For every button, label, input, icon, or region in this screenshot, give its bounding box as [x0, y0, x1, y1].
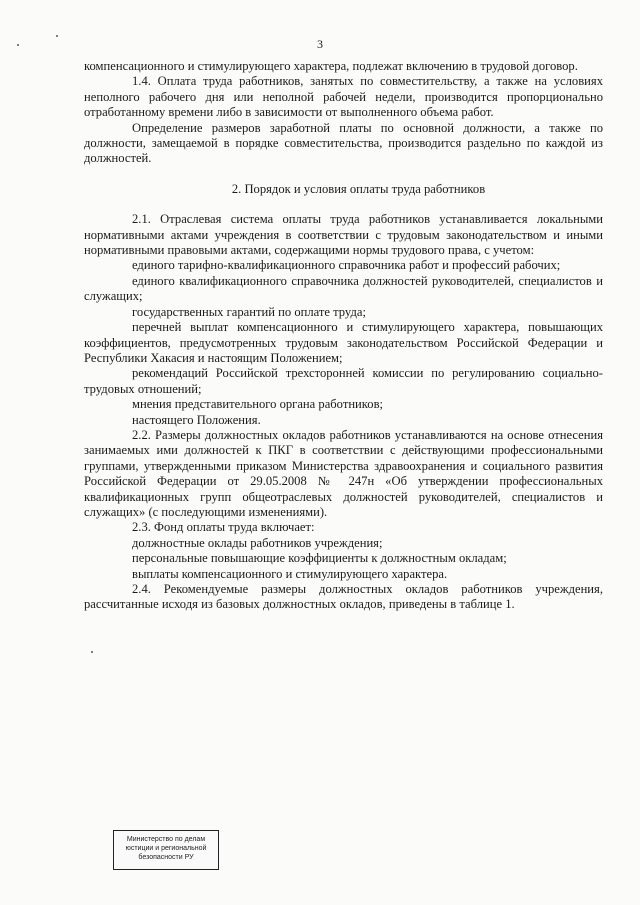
scan-speck [91, 651, 93, 653]
paragraph-2-4: 2.4. Рекомендуемые размеры должностных окладов работников учреждения, рассчитанные исходя из базовых должностных окладов, приведены в таблице 1. [84, 582, 603, 612]
paragraph-2-1: 2.1. Отраслевая система оплаты труда работников устанавливается локальными нормативными актами учреждения в соответствии с трудовым законодательством и иными нормативными правовыми актами, содержащими нормы трудового права, с учетом: [84, 212, 603, 258]
list-item: персональные повышающие коэффициенты к должностным окладам; [132, 551, 507, 566]
list-item: единого квалификационного справочника должностей руководителей, специалистов и служащих; [84, 273, 603, 304]
list-item: выплаты компенсационного и стимулирующего характера. [132, 566, 448, 581]
list-item: единого тарифно-квалификационного справочника работ и профессий рабочих; [132, 258, 561, 273]
list-item: рекомендаций Российской трехсторонней комиссии по регулированию социально-трудовых отношений; [84, 366, 603, 396]
paragraph-1-4: 1.4. Оплата труда работников, занятых по совместительству, а также на условиях неполного рабочего дня или неполной рабочей недели, производится пропорционально отработанному времени либо в зависимости от выполненного объема работ. [84, 74, 603, 120]
list-item: мнения представительного органа работников; [132, 397, 384, 412]
paragraph-2-3: 2.3. Фонд оплаты труда включает: [132, 520, 315, 535]
paragraph-separate-pay: Определение размеров заработной платы по основной должности, а также по должности, замещаемой в порядке совместительства, производится раздельно по каждой из должностей. [84, 120, 603, 166]
stamp-line: юстиции и региональной [125, 845, 207, 852]
stamp-line: безопасности РУ [138, 854, 194, 861]
paragraph-contract-inclusion: компенсационного и стимулирующего характера, подлежат включению в трудовой договор. [84, 59, 578, 73]
document-body [84, 59, 603, 613]
list-item: государственных гарантий по оплате труда; [132, 304, 366, 319]
list-item: перечней выплат компенсационного и стимулирующего характера, повышающих коэффициентов, предусмотренных трудовым законодательством Российской Федерации и Республики Хакасия и настоящим Положением; [84, 320, 603, 365]
registration-stamp [113, 830, 219, 870]
list-item: должностные оклады работников учреждения; [132, 535, 383, 550]
stamp-line: Министерство по делам [126, 836, 206, 843]
paragraph-2-2: 2.2. Размеры должностных окладов работников устанавливаются на основе отнесения занимаемых ими должностей к ПКГ в соответствии с действующими профессиональными группами, утвержденными приказом Министерства здравоохранения и социального развития Российской Федерации от 29.05.2008 № 247н «Об утверждении профессиональных квалификационных групп общеотраслевых должностей руководителей, специалистов и служащих» (с последующими изменениями). [84, 427, 603, 519]
page-number: 3 [317, 37, 323, 51]
list-item: настоящего Положения. [132, 412, 261, 427]
section-heading: 2. Порядок и условия оплаты труда работников [231, 181, 486, 196]
